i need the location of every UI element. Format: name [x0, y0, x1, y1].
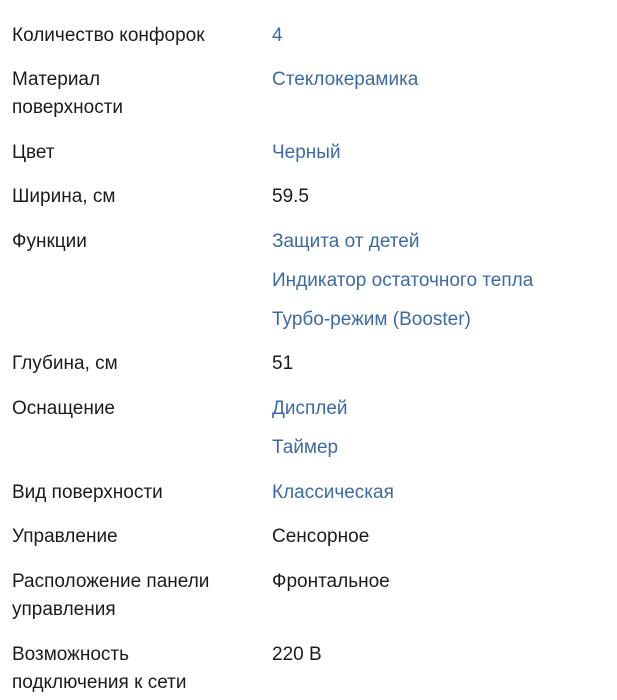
spec-value-link[interactable]: Классическая [272, 482, 394, 503]
spec-value-link[interactable]: Дисплей [272, 398, 348, 419]
spec-value-link[interactable]: Турбо-режим (Booster) [272, 309, 471, 330]
spec-value-text: 59.5 [272, 186, 309, 207]
spec-value-link[interactable]: Таймер [272, 437, 339, 458]
spec-value [272, 66, 602, 94]
spec-value-text: Фронтальное [272, 571, 390, 592]
spec-value [272, 22, 602, 50]
spec-label: Возможность подключения к сети [12, 644, 187, 693]
spec-value [272, 523, 602, 551]
spec-label: Количество конфорок [12, 25, 205, 46]
spec-value-text: 51 [272, 353, 294, 374]
spec-value [272, 641, 602, 669]
spec-value-link[interactable]: 4 [272, 25, 283, 46]
spec-value [272, 479, 602, 507]
spec-value [272, 183, 602, 211]
spec-value [272, 568, 602, 596]
spec-value [272, 395, 602, 462]
spec-label: Материал поверхности [12, 69, 124, 118]
spec-value-link[interactable]: Черный [272, 142, 341, 163]
spec-value-link[interactable]: Стеклокерамика [272, 69, 419, 90]
spec-label: Ширина, см [12, 186, 116, 207]
spec-label: Глубина, см [12, 353, 118, 374]
spec-label: Функции [12, 231, 87, 252]
spec-label: Управление [12, 526, 118, 547]
spec-label: Цвет [12, 142, 55, 163]
spec-value-text: Сенсорное [272, 526, 370, 547]
spec-label: Оснащение [12, 398, 115, 419]
spec-value [272, 350, 602, 378]
spec-value [272, 228, 602, 334]
spec-value [272, 139, 602, 167]
spec-value-link[interactable]: Индикатор остаточного тепла [272, 270, 534, 291]
spec-label: Расположение панели управления [12, 571, 210, 620]
spec-label: Вид поверхности [12, 482, 163, 503]
spec-value-link[interactable]: Защита от детей [272, 231, 420, 252]
spec-value-text: 220 В [272, 644, 322, 665]
